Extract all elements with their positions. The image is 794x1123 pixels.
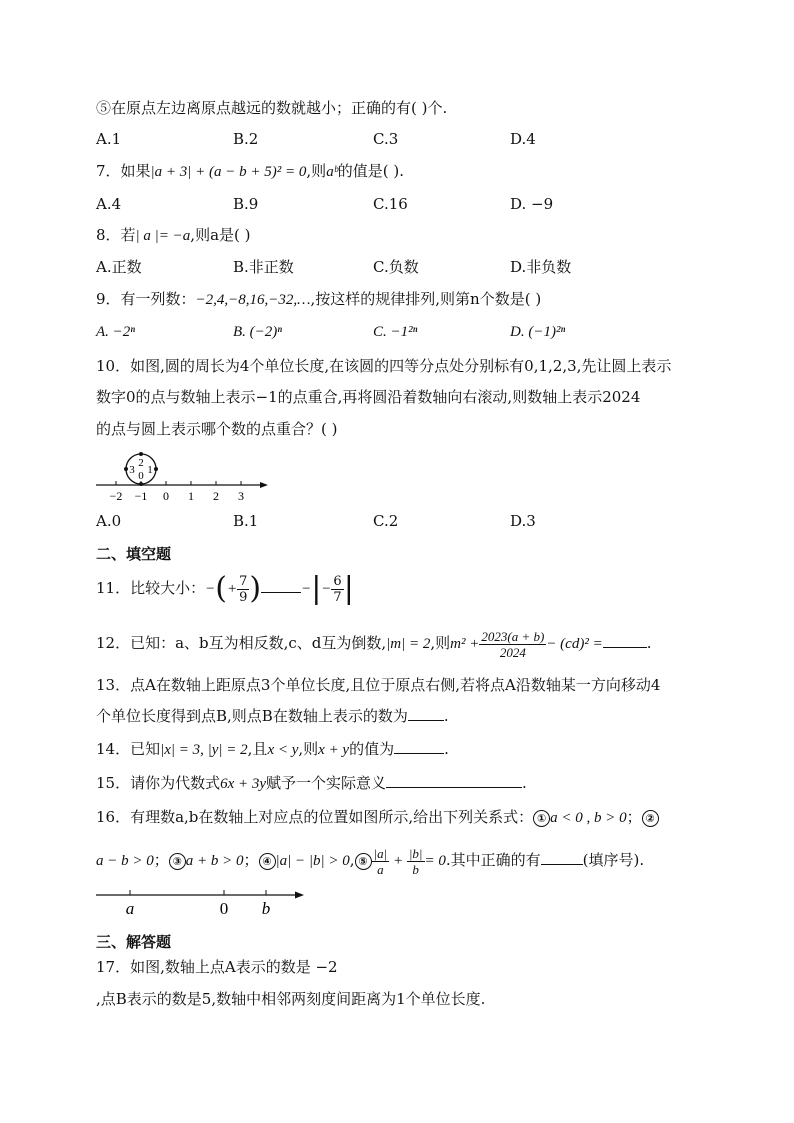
q8-statement	[96, 224, 250, 247]
q10-circle-point-top	[139, 452, 143, 456]
q11-right-paren: )	[249, 571, 262, 606]
q9-sequence: −2,4,−8,16,−32,…	[195, 292, 311, 308]
q8-suffix: ,则a是( )	[190, 226, 251, 244]
q14-mid2: ,则	[298, 740, 319, 758]
q13-answer-blank[interactable]	[408, 720, 444, 721]
q7-expression: |a + 3| + (a − b + 5)² = 0	[150, 164, 307, 180]
q12-period: .	[646, 634, 652, 652]
q7-option-a[interactable]: A.4	[96, 195, 122, 213]
q8-expression: | a |= −a	[135, 228, 191, 244]
q16-mark-4: ④	[259, 853, 276, 870]
q10-axis-label: 2	[213, 489, 219, 503]
q10-line-3: 的点与圆上表示哪个数的点重合？( )	[96, 420, 338, 438]
q7-power: aᵇ	[326, 164, 338, 180]
q8-option-c[interactable]: C.负数	[373, 258, 419, 276]
section-fill-in-heading: 二、填空题	[96, 545, 172, 563]
q8-option-a[interactable]: A.正数	[96, 258, 142, 276]
q16-relation-5-tail: = 0	[424, 853, 446, 869]
q11-right-inner-sign: −	[321, 581, 332, 597]
q14-answer-blank[interactable]	[394, 753, 444, 754]
q12-statement	[96, 623, 651, 664]
q16-mark-5: ⑤	[355, 853, 372, 870]
q9-prefix: 9．有一列数：	[96, 290, 196, 308]
q10-option-c[interactable]: C.2	[373, 512, 399, 530]
q8-option-b[interactable]: B.非正数	[233, 258, 294, 276]
q13-line-1: 13．点A在数轴上距原点3个单位长度,且位于原点右侧,若将点A沿数轴某一方向移动4	[96, 676, 661, 694]
q5-statement	[96, 97, 447, 119]
q16-answer-blank[interactable]	[541, 864, 583, 865]
q5-text: 在原点左边离原点越远的数就越小；正确的有( )个.	[111, 99, 448, 117]
q11-abs-open: |	[311, 571, 322, 606]
q17-line-2: ,点B表示的数是5,数轴中相邻两刻度间距离为1个单位长度.	[96, 990, 486, 1008]
q16-line-2: a − b > 0； ③ a + b > 0； ④ |a| − |b| > 0, ⑤ $\frac{|a|}{a}$ + $\frac{|b|}{b}$ = 0.其中正确的有 (填序号).	[96, 845, 645, 877]
q10-circle-point-right	[154, 467, 158, 471]
q16-relation-4: |a| − |b| > 0	[275, 853, 350, 869]
q13-line-2: 个单位长度得到点B,则点B在数轴上表示的数为 .	[96, 707, 449, 725]
q16-tail-note: (填序号).	[582, 851, 645, 869]
q11-answer-blank[interactable]	[261, 592, 301, 593]
q14-mid: ,且	[247, 740, 268, 758]
q12-mid: ,则	[430, 634, 451, 652]
q7-option-d[interactable]: D. −9	[510, 195, 554, 213]
q11-left-paren: (	[215, 571, 227, 606]
q7-option-c[interactable]: C.16	[373, 195, 408, 213]
q15-statement: 15．请你为代数式6x + 3y赋予一个实际意义 .	[96, 774, 527, 792]
q15-answer-blank[interactable]	[386, 787, 522, 788]
q7-statement	[96, 160, 404, 183]
q15-expression: 6x + 3y	[220, 776, 267, 792]
q10-line-2: 数字0的点与数轴上表示−1的点重合,再将圆沿着数轴向右滚动,则数轴上表示2024	[96, 388, 641, 406]
q10-axis-label: −2	[109, 489, 123, 503]
q16-fraction-b: $\frac{|b|}{b}$	[408, 845, 423, 877]
q7-mid: ,则	[306, 162, 327, 180]
q11-prefix: 11．比较大小：	[96, 579, 206, 597]
q11-right-fraction: $\frac{6}{7}$	[333, 573, 342, 605]
q8-option-d[interactable]: D.非负数	[510, 258, 572, 276]
q16-fraction-a: $\frac{|a|}{a}$	[373, 845, 388, 877]
q12-cd-term: − (cd)² =	[546, 636, 603, 652]
q16-line-1: 16．有理数a,b在数轴上对应点的位置如图所示,给出下列关系式： ① a < 0 , b > 0； ②	[96, 806, 659, 829]
q11-abs-close: |	[343, 571, 354, 606]
q17-line-1: 17．如图,数轴上点A表示的数是 −2	[96, 958, 338, 976]
q14-abs-values: |x| = 3, |y| = 2	[160, 742, 248, 758]
q5-option-a[interactable]: A.1	[96, 130, 122, 148]
q14-condition: x < y	[267, 742, 299, 758]
q16-tail: .其中正确的有	[445, 851, 541, 869]
q10-option-a[interactable]: A.0	[96, 512, 122, 530]
q9-option-c[interactable]: C. −1²ⁿ	[373, 324, 418, 340]
q16-label-a: a	[125, 899, 135, 918]
q11-left-fraction: $\frac{7}{9}$	[239, 573, 248, 605]
q10-figure	[94, 448, 274, 506]
q10-axis-label: 0	[163, 489, 169, 503]
q11-left-inner-sign: +	[226, 581, 238, 597]
q16-relation-1: a < 0 , b > 0	[550, 810, 627, 826]
q14-statement: 14．已知|x| = 3, |y| = 2,且x < y,则x + y的值为 .	[96, 740, 449, 758]
q16-label-0: 0	[219, 899, 229, 918]
q10-circle-label-0: 0	[138, 470, 144, 482]
q9-option-d[interactable]: D. (−1)²ⁿ	[510, 324, 566, 340]
q15-suffix: 赋予一个实际意义	[266, 774, 387, 792]
q9-statement	[96, 288, 541, 311]
q10-option-b[interactable]: B.1	[233, 512, 259, 530]
q15-prefix: 15．请你为代数式	[96, 774, 221, 792]
q16-label-b: b	[261, 899, 271, 918]
q16-relation-3: a + b > 0	[185, 853, 244, 869]
q16-relation-2: a − b > 0	[96, 853, 154, 869]
q10-axis-arrow	[260, 482, 268, 488]
q16-intro: 16．有理数a,b在数轴上对应点的位置如图所示,给出下列关系式：	[96, 808, 534, 826]
q8-prefix: 8．若	[96, 226, 136, 244]
q10-circle-label-3: 3	[129, 464, 135, 476]
section-answer-heading: 三、解答题	[96, 933, 172, 951]
q9-suffix: ,按这样的规律排列,则第n个数是( )	[310, 290, 542, 308]
q7-suffix: 的值是( ).	[337, 162, 404, 180]
q12-m-squared: m² +	[450, 636, 480, 652]
q11-left-sign: −	[205, 581, 216, 597]
q12-prefix: 12．已知：a、b互为相反数,c、d互为倒数,	[96, 634, 387, 652]
q10-axis-label: 3	[238, 489, 244, 503]
q10-option-d[interactable]: D.3	[510, 512, 536, 530]
q16-figure	[94, 884, 314, 920]
q12-answer-blank[interactable]	[603, 647, 647, 648]
q12-abs-m: |m| = 2	[386, 636, 431, 652]
q16-mark-1: ①	[533, 810, 550, 827]
q7-option-b[interactable]: B.9	[233, 195, 259, 213]
q10-circle-label-1: 1	[147, 464, 153, 476]
q7-prefix: 7．如果	[96, 162, 151, 180]
q5-option-c[interactable]: C.3	[373, 130, 399, 148]
q10-circle-label-2: 2	[138, 457, 144, 469]
q5-circled-mark: ⑤	[96, 99, 112, 117]
q11-statement	[96, 568, 354, 609]
q14-prefix: 14．已知	[96, 740, 161, 758]
q14-suffix: 的值为	[349, 740, 395, 758]
q16-mark-3: ③	[169, 853, 186, 870]
q5-option-d[interactable]: D.4	[510, 130, 536, 148]
q10-circle-point-left	[124, 467, 128, 471]
q10-line-1: 10．如图,圆的周长为4个单位长度,在该圆的四等分点处分别标有0,1,2,3,先让圆上表示	[96, 357, 672, 375]
q16-mark-2: ②	[642, 810, 659, 827]
q9-option-a[interactable]: A. −2ⁿ	[96, 324, 136, 340]
q11-right-sign: −	[301, 581, 312, 597]
q5-option-b[interactable]: B.2	[233, 130, 259, 148]
q10-axis-label: 1	[188, 489, 194, 503]
q10-axis-label: −1	[134, 489, 148, 503]
q16-axis-arrow	[295, 892, 304, 899]
q14-sum: x + y	[318, 742, 350, 758]
q12-fraction: $\frac{2023(a + b)}{2024}$	[481, 628, 545, 660]
q9-option-b[interactable]: B. (−2)ⁿ	[233, 324, 282, 340]
